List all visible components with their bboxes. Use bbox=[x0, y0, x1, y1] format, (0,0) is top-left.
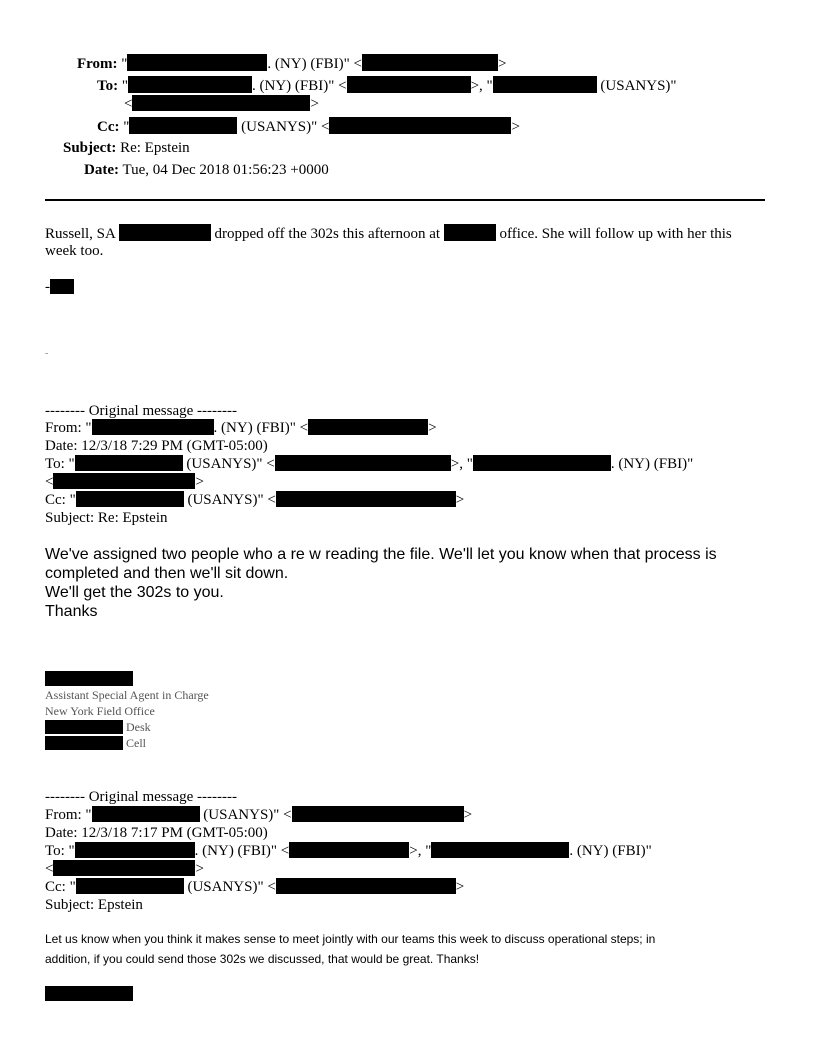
text: Let us know when you think it makes sense to meet jointly with our teams this week to discuss operational steps; in bbox=[45, 932, 656, 946]
text: Assistant Special Agent in Charge bbox=[45, 688, 209, 702]
text: Date: 12/3/18 7:17 PM (GMT-05:00) bbox=[45, 825, 268, 841]
orig2-cc bbox=[45, 878, 464, 896]
orig1-to bbox=[45, 455, 693, 473]
text: > bbox=[310, 96, 319, 112]
text: > bbox=[511, 119, 520, 135]
text: To: " bbox=[45, 456, 75, 472]
orig2-body-2 bbox=[45, 949, 479, 970]
redaction bbox=[276, 491, 456, 507]
text: (USANYS)" < bbox=[199, 807, 292, 823]
from-label: From: bbox=[77, 56, 118, 72]
text: (USANYS)" bbox=[596, 78, 677, 94]
redaction bbox=[329, 117, 511, 134]
text: (USANYS)" < bbox=[183, 879, 276, 895]
header-cc-line bbox=[97, 117, 520, 136]
orig1-from bbox=[45, 419, 437, 437]
text: - bbox=[45, 279, 50, 295]
orig2-subject bbox=[45, 896, 143, 914]
subject-value: Re: Epstein bbox=[120, 140, 190, 156]
redaction bbox=[493, 76, 597, 93]
header-subject-line bbox=[63, 140, 190, 157]
text: To: " bbox=[45, 843, 75, 859]
redaction bbox=[76, 491, 184, 507]
to-label: To: bbox=[97, 78, 119, 94]
text: office. She will follow up with her this bbox=[495, 226, 732, 242]
text: Date: 12/3/18 7:29 PM (GMT-05:00) bbox=[45, 438, 268, 454]
text: Subject: Re: Epstein bbox=[45, 510, 168, 526]
text: (USANYS)" < bbox=[182, 456, 275, 472]
signature-title bbox=[45, 687, 209, 703]
text: < bbox=[124, 96, 133, 112]
header-to-line bbox=[97, 76, 677, 95]
signature-name-redaction bbox=[45, 671, 133, 686]
text: < bbox=[45, 861, 54, 877]
redaction bbox=[308, 419, 428, 435]
header-to-line-2 bbox=[124, 95, 319, 113]
orig2-separator bbox=[45, 788, 237, 806]
redaction bbox=[127, 54, 267, 71]
redaction bbox=[132, 95, 310, 111]
redaction bbox=[92, 419, 214, 435]
final-signature-redaction bbox=[45, 986, 133, 1001]
text: . (NY) (FBI)" < bbox=[213, 420, 309, 436]
header-divider bbox=[45, 199, 765, 201]
text: . (NY) (FBI)" bbox=[610, 456, 694, 472]
redaction bbox=[45, 736, 123, 750]
redaction bbox=[362, 54, 498, 71]
orig2-body-1 bbox=[45, 929, 655, 950]
redaction bbox=[76, 878, 184, 894]
stray-mark bbox=[45, 348, 48, 359]
header-date-line bbox=[84, 162, 329, 179]
orig2-to-2 bbox=[45, 860, 204, 878]
orig2-to bbox=[45, 842, 652, 860]
orig1-to-2 bbox=[45, 473, 204, 491]
text: (USANYS)" < bbox=[183, 492, 276, 508]
date-label: Date: bbox=[84, 162, 119, 178]
redaction bbox=[129, 117, 237, 134]
orig2-from bbox=[45, 806, 472, 824]
text: > bbox=[428, 420, 437, 436]
redaction bbox=[347, 76, 471, 93]
text: > bbox=[463, 807, 473, 823]
redaction bbox=[92, 806, 200, 822]
text: (USANYS)" < bbox=[237, 119, 330, 135]
text: Russell, SA bbox=[45, 226, 119, 242]
orig1-body-3 bbox=[45, 583, 224, 602]
signature-desk bbox=[45, 719, 151, 735]
redaction bbox=[444, 224, 496, 241]
text: Cc: " bbox=[45, 492, 76, 508]
orig1-subject bbox=[45, 509, 167, 527]
signature-cell bbox=[45, 735, 146, 751]
redaction bbox=[119, 224, 211, 241]
header-from-line bbox=[77, 54, 506, 73]
text: -------- Original message -------- bbox=[45, 789, 237, 805]
text: >, " bbox=[470, 78, 493, 94]
redaction bbox=[276, 878, 456, 894]
text: week too. bbox=[45, 243, 104, 259]
text: completed and then we'll sit down. bbox=[45, 565, 289, 582]
redaction bbox=[431, 842, 569, 858]
text: . (NY) (FBI)" < bbox=[252, 78, 347, 94]
text: > bbox=[498, 56, 507, 72]
redaction bbox=[473, 455, 611, 471]
text: We've assigned two people who a re w reading the file. We'll let you know when that process is bbox=[45, 546, 717, 563]
redaction bbox=[50, 279, 74, 294]
redaction bbox=[292, 806, 464, 822]
text: dropped off the 302s this afternoon at bbox=[210, 226, 444, 242]
orig1-date bbox=[45, 437, 268, 455]
text: " bbox=[123, 119, 130, 135]
cc-label: Cc: bbox=[97, 119, 120, 135]
text: -------- Original message -------- bbox=[45, 403, 237, 419]
text: Desk bbox=[123, 720, 151, 734]
text: " bbox=[121, 78, 128, 94]
text: From: " bbox=[45, 420, 92, 436]
orig1-body-1 bbox=[45, 545, 717, 564]
text: > bbox=[455, 879, 465, 895]
text: Cell bbox=[123, 736, 146, 750]
text: From: " bbox=[45, 807, 92, 823]
subject-label: Subject: bbox=[63, 140, 117, 156]
redaction bbox=[289, 842, 409, 858]
reply-signature bbox=[45, 278, 74, 296]
text: . (NY) (FBI)" < bbox=[267, 56, 362, 72]
redaction bbox=[275, 455, 451, 471]
text: Cc: " bbox=[45, 879, 76, 895]
redaction bbox=[75, 842, 195, 858]
date-value: Tue, 04 Dec 2018 01:56:23 +0000 bbox=[122, 162, 329, 178]
redaction bbox=[45, 720, 123, 734]
text: Thanks bbox=[45, 603, 98, 620]
text: New York Field Office bbox=[45, 704, 155, 718]
text: addition, if you could send those 302s we discussed, that would be great. Thanks! bbox=[45, 952, 480, 966]
orig1-body-4 bbox=[45, 602, 97, 621]
text: >, " bbox=[409, 843, 432, 859]
text: >, " bbox=[450, 456, 473, 472]
orig2-date bbox=[45, 824, 268, 842]
redaction bbox=[75, 455, 183, 471]
reply-line-2 bbox=[45, 242, 103, 260]
text: < bbox=[45, 474, 54, 490]
reply-line-1 bbox=[45, 224, 732, 243]
orig1-cc bbox=[45, 491, 464, 509]
redaction bbox=[128, 76, 252, 93]
text: > bbox=[195, 861, 204, 877]
text: " bbox=[121, 56, 128, 72]
orig1-body-2 bbox=[45, 564, 288, 583]
text: . (NY) (FBI)" bbox=[569, 843, 652, 859]
text: We'll get the 302s to you. bbox=[45, 584, 224, 601]
orig1-separator bbox=[45, 402, 237, 420]
redaction bbox=[53, 473, 195, 489]
text: . (NY) (FBI)" < bbox=[194, 843, 290, 859]
text: > bbox=[455, 492, 465, 508]
text: Subject: Epstein bbox=[45, 897, 143, 913]
text: > bbox=[195, 474, 204, 490]
signature-office bbox=[45, 703, 155, 719]
redaction bbox=[53, 860, 195, 876]
text: - bbox=[45, 348, 49, 359]
